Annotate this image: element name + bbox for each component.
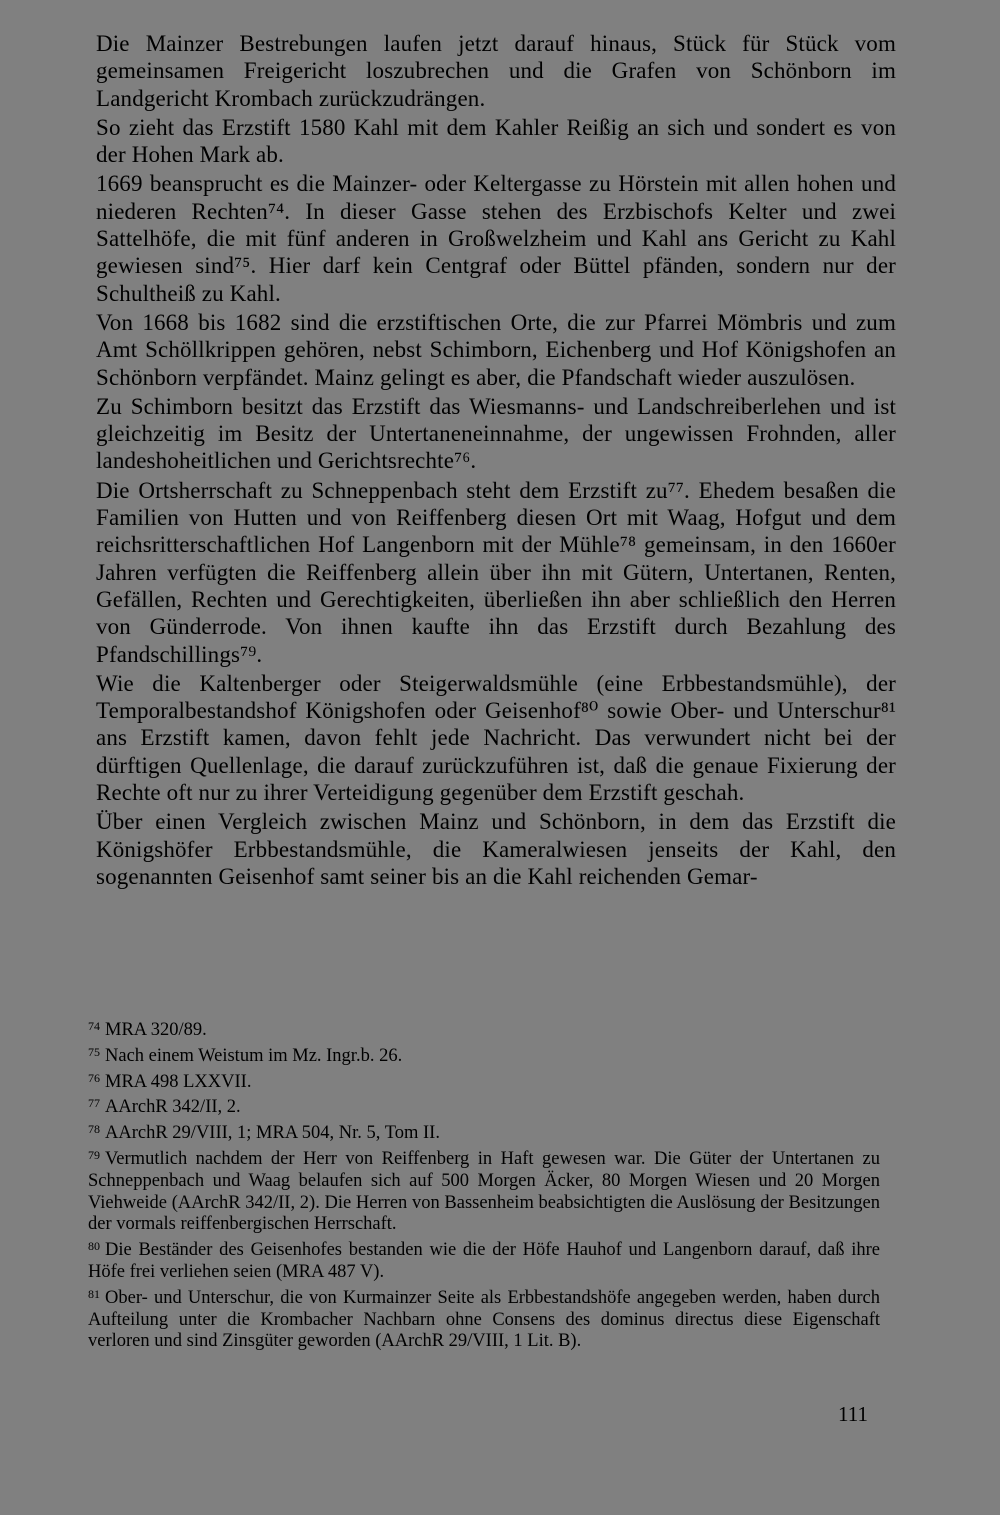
footnote-text: Ober- und Unterschur, die von Kurmainzer Seite als Erbbestandshöfe angegeben werden, haben durch Aufteilung unter die Krombacher Nachbarn ohne Consens des dominus directus diese Eigenschaft verloren und sind Zinsgüter geworden (AArchR 29/VIII, 1 Lit. B).	[88, 1287, 880, 1352]
footnote	[88, 1236, 880, 1284]
footnote-text: MRA 320/89.	[105, 1020, 207, 1040]
paragraph: Wie die Kaltenberger oder Steigerwaldsmühle (eine Erbbestandsmühle), der Temporalbestandshof Königshofen oder Geisenhof⁸⁰ sowie Ober- und Unterschur⁸¹ ans Erzstift kamen, davon fehlt jede Nachricht. Das verwundert nicht bei der dürftigen Quellenlage, die darauf zurückzuführen ist, daß die genaue Fixierung der Rechte oft nur zu ihrer Verteidigung gegenüber dem Erzstift geschah.	[96, 670, 896, 806]
paragraph: Die Mainzer Bestrebungen laufen jetzt darauf hinaus, Stück für Stück vom gemeinsamen Freigericht loszubrechen und die Grafen von Schönborn im Landgericht Krombach zurückzudrängen.	[96, 31, 896, 111]
page-number: 111	[838, 1402, 868, 1426]
paragraph: 1669 beansprucht es die Mainzer- oder Keltergasse zu Hörstein mit allen hohen und niederen Rechten⁷⁴. In dieser Gasse stehen des Erzbischofs Kelter und zwei Sattelhöfe, die mit fünf anderen in Großwelzheim und Kahl ans Gericht zu Kahl gewiesen sind⁷⁵. Hier darf kein Centgraf oder Büttel pfänden, sondern nur der Schultheiß zu Kahl.	[96, 171, 896, 306]
footnote-number: 79	[88, 1147, 100, 1162]
paragraph: Von 1668 bis 1682 sind die erzstiftischen Orte, die zur Pfarrei Mömbris und zum Amt Schöllkrippen gehören, nebst Schimborn, Eichenberg und Hof Königshofen an Schönborn verpfändet. Mainz gelingt es aber, die Pfandschaft wieder auszulösen.	[96, 309, 896, 390]
footnote	[88, 1016, 880, 1042]
footnote	[88, 1119, 880, 1145]
main-text	[96, 30, 896, 892]
footnote-number: 80	[88, 1239, 100, 1254]
footnote-text: Vermutlich nachdem der Herr von Reiffenberg in Haft gewesen war. Die Güter der Untertanen zu Schneppenbach und Waag belaufen sich auf 500 Morgen Äcker, 80 Morgen Wiesen und 20 Morgen Viehweide (AArchR 342/II, 2). Die Herren von Bassenheim beabsichtigten die Auslösung der Besitzungen der vormals reiffenbergischen Herrschaft.	[88, 1148, 880, 1235]
footnote-text: AArchR 342/II, 2.	[105, 1097, 241, 1118]
footnote-number: 76	[88, 1070, 100, 1085]
paragraph: Zu Schimborn besitzt das Erzstift das Wiesmanns- und Landschreiberlehen und ist gleichzeitig im Besitz der Untertaneneinnahme, der ungewissen Frohnden, aller landeshoheitlichen und Gerichtsrechte⁷⁶.	[96, 393, 896, 474]
footnote-number: 77	[88, 1096, 100, 1111]
footnote	[88, 1093, 880, 1119]
footnote-number: 78	[88, 1122, 100, 1137]
footnote	[88, 1068, 880, 1094]
footnote-text: Die Beständer des Geisenhofes bestanden wie die der Höfe Hauhof und Langenborn darauf, daß ihre Höfe frei verliehen seien (MRA 487 V).	[88, 1240, 880, 1282]
footnote	[88, 1284, 880, 1353]
footnote-number: 74	[88, 1019, 100, 1033]
paragraph: Die Ortsherrschaft zu Schneppenbach steht dem Erzstift zu⁷⁷. Ehedem besaßen die Familien von Hutten und von Reiffenberg diesen Ort mit Waag, Hofgut und dem reichsritterschaftlichen Hof Langenborn mit der Mühle⁷⁸ gemeinsam, in den 1660er Jahren verfügten die Reiffenberg allein über ihn mit Gütern, Untertanen, Renten, Gefällen, Rechten und Gerechtigkeiten, überließen ihn aber schließlich den Herren von Günderrode. Von ihnen kaufte ihn das Erzstift durch Bezahlung des Pfandschillings⁷⁹.	[96, 477, 896, 667]
footnotes	[88, 1016, 880, 1353]
paragraph: So zieht das Erzstift 1580 Kahl mit dem Kahler Reißig an sich und sondert es von der Hohen Mark ab.	[96, 114, 896, 168]
footnote-text: MRA 498 LXXVII.	[105, 1071, 252, 1092]
footnote	[88, 1042, 880, 1068]
footnote-number: 81	[88, 1286, 100, 1301]
footnote-text: Nach einem Weistum im Mz. Ingr.b. 26.	[105, 1045, 403, 1066]
footnote	[88, 1145, 880, 1236]
footnote-number: 75	[88, 1044, 100, 1059]
footnote-text: AArchR 29/VIII, 1; MRA 504, Nr. 5, Tom II.	[105, 1123, 440, 1144]
paragraph: Über einen Vergleich zwischen Mainz und Schönborn, in dem das Erzstift die Königshöfer Erbbestandsmühle, die Kameralwiesen jenseits der Kahl, den sogenannten Geisenhof samt seiner bis an die Kahl reichenden Gemar-	[96, 809, 896, 889]
